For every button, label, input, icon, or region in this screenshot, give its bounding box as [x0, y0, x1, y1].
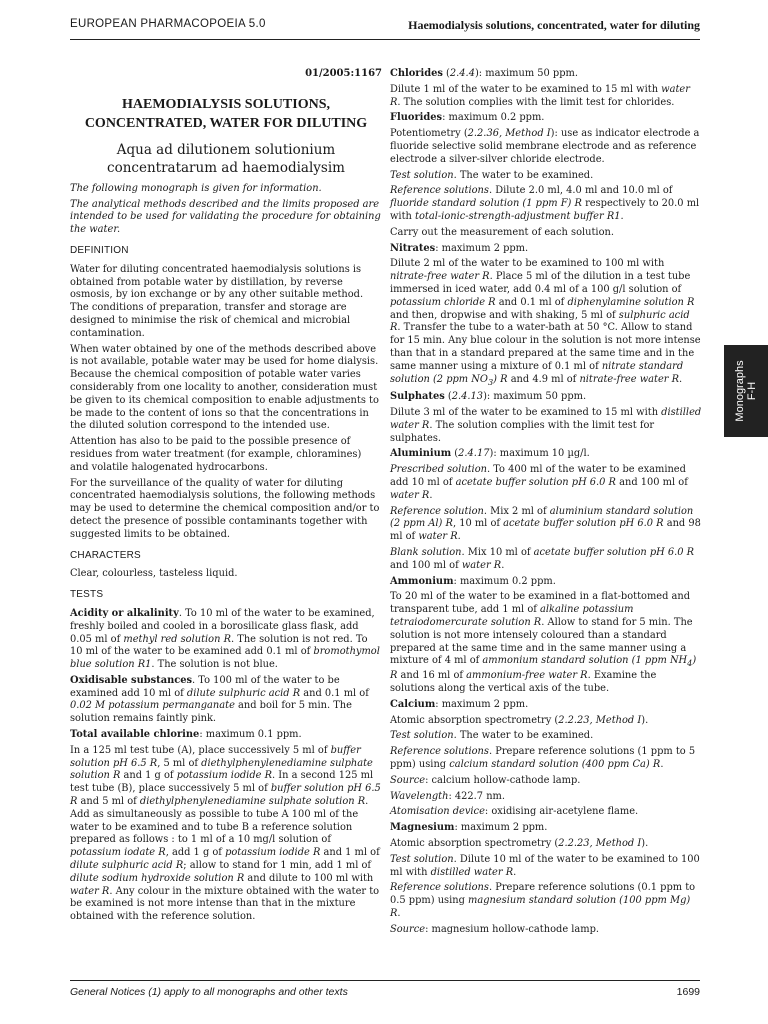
reagent: dilute sulphuric acid R — [70, 860, 184, 872]
test-limit: : maximum 0.1 ppm. — [199, 729, 302, 741]
reagent: ) R — [390, 655, 697, 682]
reagent: nitrate-free water R — [579, 373, 680, 385]
reagent: water R — [390, 83, 690, 108]
test-text: To 20 ml of the water to be examined in a flat-bottomed and transparent tube, add 1 ml of — [390, 591, 691, 616]
test-text: . Prepare reference solutions (1 ppm to 5 ppm) using — [390, 746, 696, 770]
info-note-methods: The analytical methods described and the limits proposed are intended to be used for validating the procedure for obtaining the water. — [70, 198, 381, 236]
sublabel: Wavelength — [390, 790, 449, 802]
test-text: . To 400 ml of the water to be examined add 10 ml of — [390, 464, 686, 489]
test-text: : 422.7 nm. — [448, 790, 505, 802]
test-label: Calcium — [390, 698, 436, 710]
test-text: . — [679, 373, 683, 385]
test-calcium-test-solution — [390, 730, 702, 743]
reagent: acetate buffer solution pH 6.0 R — [503, 518, 664, 530]
test-nitrates-procedure — [390, 258, 702, 388]
test-text: ): use as indicator electrode a fluoride selective solid membrane electrode and as reference electrode a silver-silver chloride electrode. — [390, 128, 700, 165]
test-label: Fluorides — [390, 112, 443, 124]
test-text: . The solution complies with the limit test for chlorides. — [397, 96, 675, 108]
test-chlorides-procedure — [390, 84, 702, 110]
test-text: . The solution is not blue. — [151, 659, 278, 671]
test-limit: : maximum 0.2 ppm. — [442, 112, 545, 124]
test-label: Total available chlorine — [70, 729, 200, 741]
test-text: . In a second 125 ml test tube (B), place successively 5 ml of — [70, 770, 374, 795]
test-chlorides-heading: Chlorides (2.4.4): maximum 50 ppm. — [390, 68, 579, 79]
reagent: aluminium standard solution (2 ppm Al) R — [390, 505, 694, 530]
definition-paragraph: For the surveillance of the quality of water for diluting concentrated haemodialysis solutions, the following methods may be used to determine the chemical composition and/or to detect the presence of possible contaminants together with suggested limits to be obtained. — [70, 477, 380, 540]
method-ref: 2.4.13 — [451, 391, 484, 403]
left-column — [70, 68, 382, 927]
test-text: Potentiometry ( — [390, 128, 468, 140]
reagent: sulphuric acid R — [390, 309, 690, 334]
monograph-title: HAEMODIALYSIS SOLUTIONS, CONCENTRATED, WATER FOR DILUTING — [84, 96, 368, 131]
test-fluorides-test-solution — [390, 170, 702, 183]
test-sulphates-procedure — [390, 407, 702, 445]
test-text: and 5 ml of — [77, 796, 140, 808]
test-text: and 16 ml of — [397, 670, 467, 682]
reagent: diethylphenylenediamine sulphate solution R — [70, 757, 373, 782]
test-chlorine-heading — [70, 729, 382, 742]
test-label: Acidity or alkalinity — [70, 607, 179, 619]
test-fluorides-carry: Carry out the measurement of each solution. — [390, 226, 614, 238]
reagent: nitrate standard solution (2 ppm NO — [390, 360, 684, 385]
test-calcium-heading — [390, 699, 702, 712]
test-text: and 100 ml of — [615, 477, 688, 489]
reagent: potassium iodide R — [176, 770, 272, 782]
test-text: and 100 ml of — [390, 559, 462, 571]
test-text: and 1 ml of — [320, 847, 380, 859]
test-text: ). — [641, 714, 649, 726]
test-text: . Examine the solutions along the vertical axis of the tube. — [390, 670, 657, 694]
test-magnesium-test-solution — [390, 854, 702, 880]
test-text: Dilute 1 ml of the water to be examined to 15 ml with — [390, 83, 662, 95]
test-text: and 0.1 ml of — [300, 687, 369, 699]
reagent: potassium iodate R — [70, 847, 166, 859]
test-limit: : maximum 50 ppm. — [478, 68, 579, 79]
test-text: ). — [641, 837, 649, 849]
test-limit: : maximum 0.2 ppm. — [453, 575, 556, 587]
subscript: 3 — [487, 376, 494, 387]
test-fluorides-reference — [390, 185, 702, 223]
test-text: . Dilute 10 ml of the water to be examined to 100 ml with — [390, 853, 700, 878]
test-text: : oxidising air-acetylene flame. — [484, 806, 639, 818]
test-acidity — [70, 608, 382, 672]
reagent: 0.02 M potassium permanganate — [70, 700, 235, 712]
test-aluminium-blank — [390, 547, 702, 573]
test-text: and 4.9 ml of — [507, 373, 580, 385]
sublabel: Source — [390, 923, 426, 935]
running-header-right: Haemodialysis solutions, concentrated, water for diluting — [408, 18, 700, 32]
reagent: calcium standard solution (400 ppm Ca) R — [449, 758, 661, 770]
reagent: dilute sulphuric acid R — [186, 687, 301, 699]
thumb-tab-line: Monographs — [734, 360, 746, 422]
test-calcium-atomisation — [390, 806, 702, 819]
test-text: . The water to be examined. — [453, 730, 594, 742]
reagent: distilled water R — [390, 407, 702, 431]
test-text: . Any colour in the mixture obtained with the water to be examined is not more intense than that in the mixture obtained with the reference solution. — [70, 885, 380, 923]
reagent: bromothymol blue solution R1 — [70, 646, 380, 671]
test-text: and boil for 5 min. The solution remains faintly pink. — [70, 700, 352, 725]
test-aluminium-prescribed — [390, 464, 702, 502]
reagent: methyl red solution R — [123, 633, 231, 645]
sublabel: Atomisation device — [390, 806, 485, 818]
test-text: and 1 g of — [120, 770, 177, 782]
footer-rule — [70, 980, 700, 981]
test-text: respectively to 20.0 ml with — [390, 198, 700, 222]
test-limit: : maximum 2 ppm. — [435, 242, 529, 254]
test-text: ; allow to stand for 1 min, add 1 ml of — [183, 860, 372, 872]
characters-text: Clear, colourless, tasteless liquid. — [70, 568, 238, 580]
test-oxidisable — [70, 675, 382, 726]
latin-title: Aqua ad dilutionem solutionium concentratarum ad haemodialysim — [107, 141, 345, 176]
sublabel: Prescribed solution — [390, 464, 487, 476]
reagent: water R — [390, 489, 430, 501]
sublabel: Test solution — [390, 730, 454, 742]
test-text: , 5 ml of — [157, 757, 202, 769]
test-text: . Mix 2 ml of — [483, 505, 550, 517]
test-text: . Place 5 ml of the dilution in a test tube immersed in iced water, add 0.4 ml of a 100 g/l solution of — [390, 271, 691, 295]
test-magnesium-heading — [390, 822, 702, 835]
section-heading-tests: TESTS — [70, 589, 104, 601]
test-text: , add 1 g of — [165, 847, 226, 859]
sublabel: Reference solution — [390, 505, 484, 517]
sublabel: Reference solutions — [390, 185, 489, 197]
test-limit: : maximum 50 ppm. — [486, 391, 587, 403]
reagent: acetate buffer solution pH 6.0 R — [533, 547, 695, 559]
test-aluminium-heading: Aluminium (2.4.17): maximum 10 µg/l. — [390, 448, 590, 460]
page-number: 1699 — [676, 986, 700, 998]
test-text: In a 125 ml test tube (A), place successively 5 ml of — [70, 744, 331, 756]
sublabel: Test solution — [390, 169, 454, 181]
reagent: diphenylamine solution R — [567, 296, 695, 308]
footer-note: General Notices (1) apply to all monographs and other texts — [70, 986, 348, 998]
test-chlorine-procedure — [70, 745, 382, 924]
reagent: diethylphenylenediamine sulphate solution R — [139, 796, 366, 808]
test-fluorides-method — [390, 128, 702, 166]
test-label: Oxidisable substances — [70, 674, 193, 686]
reagent: ammonium-free water R — [466, 670, 588, 682]
method-ref: 2.2.23, Method I — [558, 714, 642, 726]
subscript: 4 — [687, 658, 693, 669]
sublabel: Reference solutions — [390, 882, 489, 894]
test-magnesium-source — [390, 924, 702, 937]
test-text: , 10 ml of — [452, 518, 504, 530]
test-text: . To 10 ml of the water to be examined, freshly boiled and cooled in a borosilicate glass flask, add 0.05 ml of — [70, 607, 375, 645]
test-label: Magnesium — [390, 822, 455, 834]
test-text: . Mix 10 ml of — [461, 547, 534, 559]
reagent: fluoride standard solution (1 ppm F) R — [390, 198, 582, 210]
definition-paragraph: When water obtained by one of the methods described above is not available, potable water may be used for home dialysis. Because the chemical composition of potable water varies considerably from one locality to another, consideration must be given to its chemical composition to enable adjustments to be made to the content of ions so that the concentrations in the diluted solution correspond to the intended use. — [70, 343, 379, 432]
thumb-tab-label — [734, 360, 758, 421]
definition-paragraph: Water for diluting concentrated haemodialysis solutions is obtained from potable water by distillation, by reverse osmosis, by ion exchange or by any other suitable method. The conditions of preparation, transfer and storage are designed to minimise the risk of chemical and microbial contamination. — [70, 263, 364, 339]
reagent: potassium iodide R — [225, 847, 321, 859]
reagent: distilled water R — [430, 866, 514, 878]
method-ref: 2.4.17 — [458, 448, 490, 460]
section-thumb-tab — [724, 345, 768, 437]
test-calcium-source — [390, 775, 702, 788]
test-calcium-method — [390, 715, 702, 728]
test-label: Aluminium — [390, 448, 452, 460]
sublabel: Reference solutions — [390, 746, 489, 758]
sublabel: Blank solution — [390, 547, 462, 559]
test-text: and 98 ml of — [390, 518, 701, 543]
test-text: . — [513, 866, 517, 878]
test-text: and then, dropwise and with shaking, 5 ml of — [390, 309, 619, 321]
test-text: . The water to be examined. — [453, 169, 594, 181]
test-text: . Transfer the tube to a water-bath at 50 °C. Allow to stand for 15 min. Any blue colour in the solution is not more intense than that in a standard prepared at the same time and in the same manner using a mixture of 0.1 ml of — [390, 322, 701, 372]
test-text: . To 100 ml of the water to be examined add 10 ml of — [70, 674, 340, 699]
test-magnesium-reference — [390, 882, 702, 920]
test-text: . — [457, 531, 461, 543]
reagent: nitrate-free water R — [390, 271, 490, 283]
test-ammonium-procedure — [390, 591, 702, 695]
test-text: and 0.1 ml of — [495, 296, 568, 308]
test-text: Dilute 2 ml of the water to be examined to 100 ml with — [390, 258, 665, 270]
test-text: Atomic absorption spectrometry ( — [390, 837, 559, 849]
reagent: acetate buffer solution pH 6.0 R — [455, 477, 616, 489]
test-text: Atomic absorption spectrometry ( — [390, 714, 559, 726]
reagent: buffer solution pH 6.5 R — [70, 783, 381, 808]
thumb-tab-line: F-H — [746, 381, 758, 401]
test-magnesium-method — [390, 838, 702, 851]
reagent: buffer solution pH 6.5 R — [70, 744, 361, 769]
sublabel: Test solution — [390, 853, 454, 865]
test-label: Sulphates — [390, 391, 445, 403]
test-ammonium-heading — [390, 576, 702, 589]
test-text: . Add as simultaneously as possible to tube A 100 ml of the water to be examined and to tube B a reference solution prepared as follows : to 1 ml of a 10 mg/l solution of — [70, 796, 369, 846]
monograph-reference: 01/2005:1167 — [305, 68, 382, 79]
reagent: magnesium standard solution (100 ppm Mg) R — [390, 895, 691, 919]
method-ref: 2.4.4 — [449, 68, 475, 79]
test-text: . — [397, 907, 401, 919]
test-text: . Prepare reference solutions (0.1 ppm to 0.5 ppm) using — [390, 882, 696, 907]
test-text: and dilute to 100 ml with — [244, 872, 374, 884]
method-ref: 2.2.36, Method I — [467, 128, 551, 140]
test-text: . Allow to stand for 5 min. The solution is not more intensely coloured than a standard prepared at the same time and in the same manner using a mixture of 4 ml of — [390, 617, 693, 667]
reagent: ) R — [493, 373, 508, 385]
test-text: : magnesium hollow-cathode lamp. — [425, 923, 600, 935]
reagent: alkaline potassium tetraiodomercurate solution R — [390, 604, 634, 629]
test-fluorides-heading — [390, 112, 702, 125]
test-calcium-wavelength — [390, 791, 702, 804]
section-heading-definition: DEFINITION — [70, 244, 129, 256]
test-text: . Dilute 2.0 ml, 4.0 ml and 10.0 ml of — [488, 185, 673, 197]
running-header-left: EUROPEAN PHARMACOPOEIA 5.0 — [70, 18, 266, 30]
section-heading-characters: CHARACTERS — [70, 549, 141, 561]
test-aluminium-reference — [390, 506, 702, 544]
reagent: ammonium standard solution (1 ppm NH — [482, 655, 688, 667]
test-sulphates-heading: Sulphates (2.4.13): maximum 50 ppm. — [390, 391, 587, 403]
test-text: . The solution is not red. To 10 ml of the water to be examined add 0.1 ml of — [70, 633, 368, 658]
reagent: water R — [461, 559, 502, 571]
right-column — [390, 68, 702, 940]
test-calcium-reference — [390, 746, 702, 772]
test-text: . — [620, 210, 624, 222]
method-ref: 2.2.23, Method I — [558, 837, 642, 849]
test-text: . — [660, 758, 664, 770]
test-limit: : maximum 10 µg/l. — [493, 448, 590, 460]
test-text: Dilute 3 ml of the water to be examined to 15 ml with — [390, 407, 662, 419]
test-limit: : maximum 2 ppm. — [454, 822, 548, 834]
test-label: Chlorides — [390, 68, 443, 79]
info-note: The following monograph is given for information. — [70, 182, 322, 194]
test-text: . — [501, 559, 505, 571]
reagent: dilute sodium hydroxide solution R — [70, 872, 245, 884]
test-text: . — [429, 489, 433, 501]
header-rule — [70, 39, 700, 40]
reagent: water R — [70, 885, 110, 897]
test-text: . The solution complies with the limit test for sulphates. — [390, 419, 655, 444]
test-text: : calcium hollow-cathode lamp. — [425, 774, 581, 786]
test-nitrates-heading — [390, 243, 702, 256]
reagent: total-ionic-strength-adjustment buffer R1 — [415, 210, 621, 222]
sublabel: Source — [390, 774, 426, 786]
test-limit: : maximum 2 ppm. — [435, 698, 529, 710]
test-label: Nitrates — [390, 242, 436, 254]
definition-paragraph: Attention has also to be paid to the possible presence of residues from water treatment (for example, chloramines) and volatile halogenated hydrocarbons. — [70, 436, 362, 473]
reagent: potassium chloride R — [390, 296, 496, 308]
reagent: water R — [418, 531, 458, 543]
test-label: Ammonium — [390, 575, 454, 587]
